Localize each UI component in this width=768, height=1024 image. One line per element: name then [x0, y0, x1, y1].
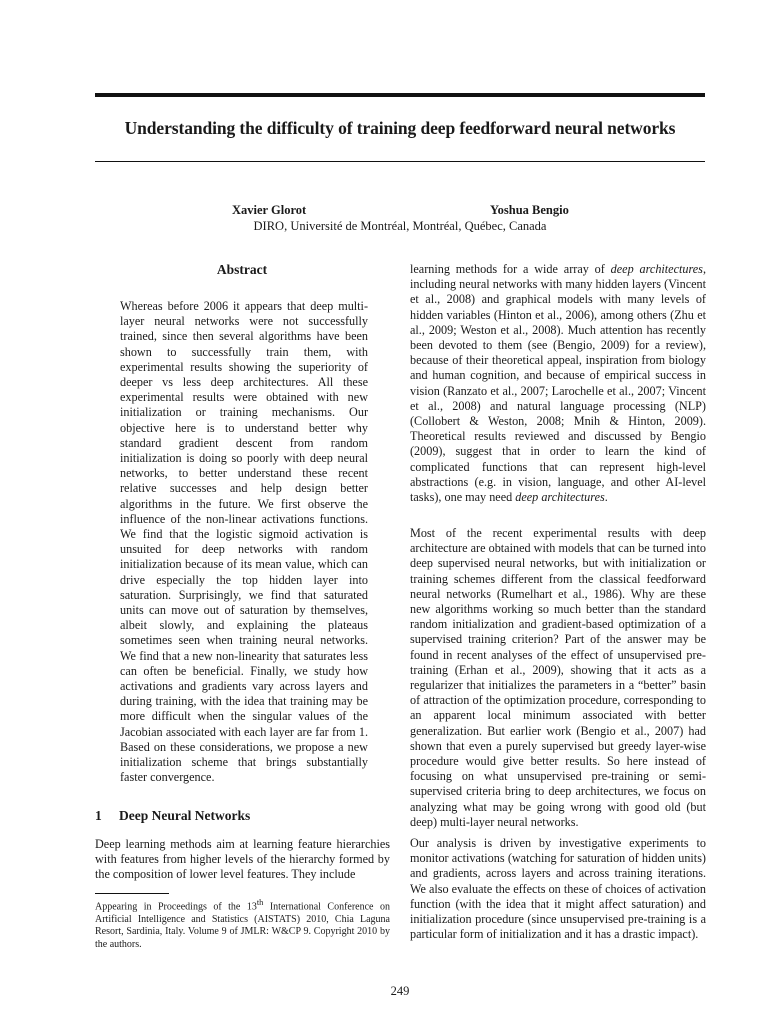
p1-text-c: . [604, 490, 608, 505]
abstract-text: Whereas before 2006 it appears that deep multi-layer neural networks were not successfully trained, since then several algorithms have been shown to successfully train them, with experimental results showing the superiority of deeper vs less deep architectures. All these experimental results were obtained with new initialization or training mechanisms. Our objective here is to understand better why standard gradient descent from random initialization is doing so poorly with deep neural networks, to better understand these recent relative successes and help design better algorithms in the future. We first observe the influence of the non-linear activations functions. We find that the logistic sigmoid activation is unsuited for deep networks with random initialization because of its mean value, which can drive especially the top hidden layer into saturation. Surprisingly, we find that saturated units can move out of saturation by themselves, albeit slowly, and explaining the plateaus sometimes seen when training neural networks. We find that a new non-linearity that saturates less can often be beneficial. Finally, we study how activations and gradients vary across layers and during training, with the idea that training may be more difficult when the singular values of the Jacobian associated with each layer are far from 1. Based on these considerations, we propose a new initialization scheme that brings substantially faster convergence. [120, 299, 368, 785]
section-title: Deep Neural Networks [119, 808, 251, 823]
p1-emphasis-1: deep architectures [610, 262, 703, 276]
footnote [95, 897, 390, 951]
author-2: Yoshua Bengio [490, 203, 569, 217]
right-paragraph-1 [410, 262, 706, 505]
abstract-heading: Abstract [216, 262, 268, 277]
section-heading [95, 808, 250, 824]
affiliation: DIRO, Université de Montréal, Montréal, Québec, Canada [253, 219, 547, 233]
p1-text-a: learning methods for a wide array of [410, 262, 611, 276]
p1-text-b: , including neural networks with many hidden layers (Vincent et al., 2008) and graphical models with many levels of hidden variables (Hinton et al., 2006), among others (Zhu et al., 2009; Weston et al., 2008). Much attention has recently been devoted to them (see (Bengio, 2009) for a review), because of their theoretical appeal, inspiration from biology and human cognition, and because of empirical success in vision (Ranzato et al., 2007; Larochelle et al., 2007; Vincent et al., 2008) and natural language processing (NLP) (Collobert & Weston, 2008; Mnih & Hinton, 2009). Theoretical results reviewed and discussed by Bengio (2009), suggest that in order to learn the kind of complicated functions that can represent high-level abstractions (e.g. in vision, language, and other AI-level tasks), one may need [410, 262, 706, 505]
p1-emphasis-2: deep architectures [515, 490, 605, 505]
right-paragraph-3: Our analysis is driven by investigative experiments to monitor activations (watching for saturation of hidden units) and gradients, across layers and across training iterations. We also evaluate the effects on these of choices of activation function (with the idea that it might affect saturation) and initialization procedure (since unsupervised pre-training is a particular form of initialization and it has a drastic impact). [410, 836, 706, 942]
footnote-text-b: International Conference on Artificial Intelligence and Statistics (AISTATS) 2010, Chia Laguna Resort, Sardinia, Italy. Volume 9 of JMLR: W&CP 9. Copyright 2010 by the authors. [95, 901, 390, 950]
page-number: 249 [390, 984, 410, 998]
footnote-superscript: th [256, 898, 264, 907]
section-intro-text: Deep learning methods aim at learning feature hierarchies with features from higher levels of the hierarchy formed by the composition of lower level features. They include [95, 837, 390, 882]
top-rule [95, 93, 705, 97]
paper-title: Understanding the difficulty of training deep feedforward neural networks [124, 118, 676, 138]
footnote-rule [95, 893, 169, 894]
title-rule [95, 161, 705, 162]
section-number: 1 [95, 808, 102, 823]
right-paragraph-2: Most of the recent experimental results with deep architecture are obtained with models that can be turned into deep supervised neural networks, but with initialization or training schemes different from the classical feedforward neural networks (Rumelhart et al., 1986). Why are these new algorithms working so much better than the standard random initialization and gradient-based optimization of a supervised training criterion? Part of the answer may be found in recent analyses of the effect of unsupervised pre-training (Erhan et al., 2009), showing that it acts as a regularizer that initializes the parameters in a “better” basin of attraction of the optimization procedure, corresponding to an apparent local minimum associated with better generalization. But earlier work (Bengio et al., 2007) had shown that even a purely supervised but greedy layer-wise procedure would give better results. So here instead of focusing on what unsupervised pre-training or semi-supervised criteria bring to deep architectures, we focus on analyzing what may be going wrong with good old (but deep) multi-layer neural networks. [410, 526, 706, 829]
author-1: Xavier Glorot [232, 203, 307, 217]
footnote-text-a: Appearing in Proceedings of the 13 [95, 901, 257, 913]
